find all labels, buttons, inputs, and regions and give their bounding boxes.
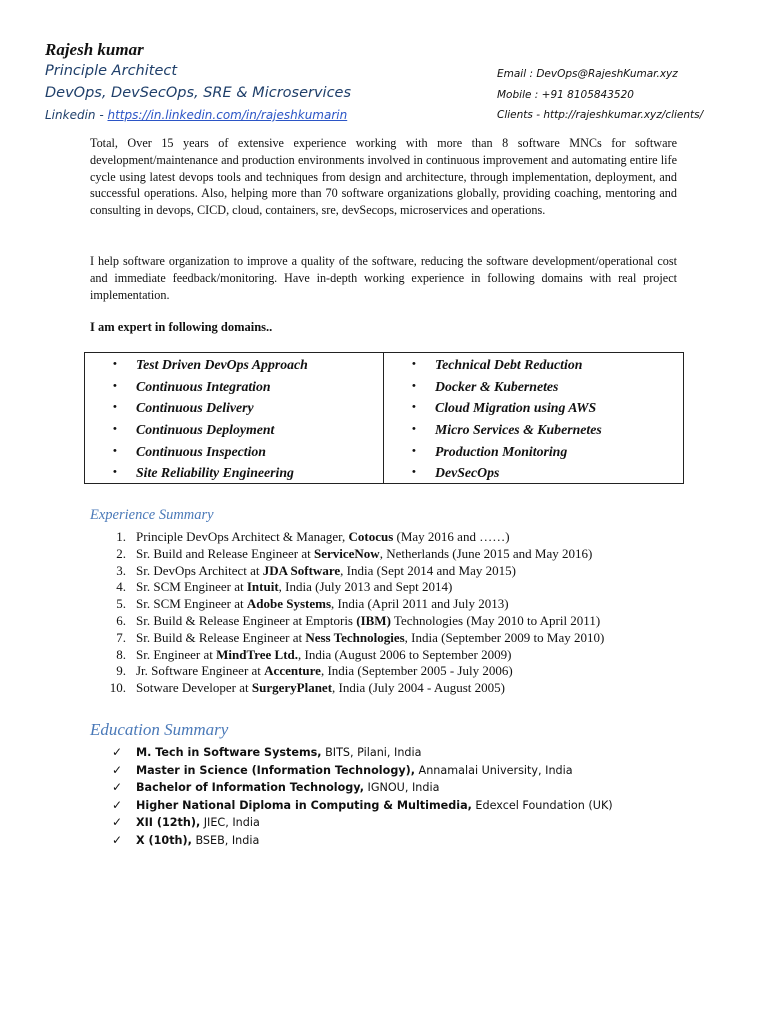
bullet-icon: • bbox=[412, 444, 416, 457]
domains-table bbox=[84, 352, 684, 484]
experience-number: 4. bbox=[116, 579, 126, 595]
bullet-icon: • bbox=[113, 423, 117, 436]
experience-item bbox=[90, 563, 604, 580]
education-degree: Higher National Diploma in Computing & Multimedia, bbox=[136, 798, 472, 812]
bullet-icon: • bbox=[113, 466, 117, 479]
domain-item bbox=[384, 397, 683, 419]
experience-period: , India (July 2004 - August 2005) bbox=[332, 680, 505, 696]
domains-list-left bbox=[85, 354, 383, 484]
education-school: BITS, Pilani, India bbox=[321, 746, 422, 759]
checkmark-icon: ✓ bbox=[112, 762, 123, 777]
experience-company: Cotocus bbox=[348, 529, 394, 544]
education-degree: Bachelor of Information Technology, bbox=[136, 781, 364, 794]
education-list bbox=[90, 744, 613, 849]
experience-company: Ness Technologies bbox=[305, 629, 405, 645]
domains-column-left bbox=[85, 353, 384, 483]
experience-number: 7. bbox=[116, 629, 126, 645]
education-item bbox=[90, 797, 613, 815]
experience-role: Sr. SCM Engineer at bbox=[136, 579, 247, 595]
education-school: JIEC, India bbox=[200, 816, 260, 829]
domain-label: Docker & Kubernetes bbox=[435, 378, 559, 394]
experience-company: JDA Software bbox=[262, 562, 341, 578]
education-item bbox=[90, 832, 613, 850]
experience-number: 1. bbox=[116, 529, 126, 544]
experience-company: MindTree Ltd. bbox=[216, 646, 299, 662]
domains-list-right bbox=[384, 354, 683, 484]
education-item bbox=[90, 814, 613, 832]
bullet-icon: • bbox=[113, 401, 117, 414]
domain-item bbox=[384, 419, 683, 441]
linkedin-line bbox=[45, 108, 347, 122]
experience-role: Jr. Software Engineer at bbox=[136, 663, 265, 679]
experience-period: , India (Sept 2014 and May 2015) bbox=[340, 562, 516, 578]
experience-item bbox=[90, 663, 604, 680]
experience-role: Principle DevOps Architect & Manager, bbox=[136, 529, 349, 544]
domain-label: DevSecOps bbox=[435, 465, 500, 481]
domain-label: Cloud Migration using AWS bbox=[435, 400, 597, 416]
domains-heading: I am expert in following domains.. bbox=[90, 320, 273, 334]
education-item bbox=[90, 744, 613, 762]
experience-list bbox=[90, 529, 604, 697]
education-school: IGNOU, India bbox=[363, 781, 440, 794]
domain-label: Continuous Delivery bbox=[136, 400, 254, 416]
domain-item bbox=[85, 419, 383, 441]
domain-item bbox=[384, 354, 683, 376]
experience-period: , India (April 2011 and July 2013) bbox=[331, 596, 509, 612]
experience-item bbox=[90, 680, 604, 697]
experience-number: 10. bbox=[109, 680, 126, 696]
linkedin-label: Linkedin - bbox=[45, 108, 108, 122]
experience-item bbox=[90, 546, 604, 563]
education-degree: X (10th), bbox=[136, 833, 192, 847]
experience-item bbox=[90, 630, 604, 647]
experience-company: SurgeryPlanet bbox=[251, 680, 333, 696]
experience-number: 8. bbox=[116, 646, 126, 662]
experience-item bbox=[90, 529, 604, 546]
experience-period: Technologies (May 2010 to April 2011) bbox=[390, 612, 601, 628]
domain-item bbox=[384, 462, 683, 484]
clients-text: Clients - http://rajeshkumar.xyz/clients/ bbox=[497, 109, 704, 121]
email-text: Email : DevOps@RajeshKumar.xyz bbox=[497, 68, 678, 80]
experience-item bbox=[90, 579, 604, 596]
experience-company: Accenture bbox=[264, 663, 321, 679]
experience-company: ServiceNow bbox=[313, 545, 380, 561]
experience-role: Sr. DevOps Architect at bbox=[136, 562, 263, 578]
domain-item bbox=[85, 441, 383, 463]
domain-item bbox=[85, 397, 383, 419]
experience-role: Sr. Build & Release Engineer at Emptoris bbox=[136, 612, 357, 628]
domain-label: Production Monitoring bbox=[435, 443, 568, 459]
experience-number: 5. bbox=[116, 596, 126, 612]
education-item bbox=[90, 779, 613, 797]
checkmark-icon: ✓ bbox=[112, 815, 123, 829]
experience-period: , India (September 2009 to May 2010) bbox=[404, 629, 605, 645]
experience-item bbox=[90, 647, 604, 664]
bullet-icon: • bbox=[113, 444, 117, 457]
domain-item bbox=[85, 376, 383, 398]
experience-item bbox=[90, 596, 604, 613]
experience-company: (IBM) bbox=[356, 612, 391, 628]
education-degree: XII (12th), bbox=[136, 816, 201, 829]
experience-company: Adobe Systems bbox=[246, 596, 332, 612]
domain-label: Continuous Inspection bbox=[136, 443, 266, 459]
education-school: BSEB, India bbox=[191, 833, 260, 847]
experience-role: Sr. Build and Release Engineer at bbox=[136, 545, 314, 561]
specialization: DevOps, DevSecOps, SRE & Microservices bbox=[45, 85, 352, 101]
job-title: Principle Architect bbox=[45, 63, 178, 79]
domain-label: Technical Debt Reduction bbox=[435, 357, 583, 372]
domain-label: Test Driven DevOps Approach bbox=[136, 357, 308, 372]
experience-number: 2. bbox=[116, 545, 126, 561]
experience-period: , India (August 2006 to September 2009) bbox=[298, 646, 512, 662]
checkmark-icon: ✓ bbox=[112, 797, 123, 812]
domain-label: Site Reliability Engineering bbox=[136, 465, 294, 481]
bullet-icon: • bbox=[412, 466, 416, 479]
domains-column-right bbox=[384, 353, 683, 483]
domain-label: Continuous Integration bbox=[136, 378, 271, 394]
experience-period: , India (July 2013 and Sept 2014) bbox=[278, 579, 453, 595]
education-heading: Education Summary bbox=[90, 720, 229, 739]
domain-item bbox=[384, 441, 683, 463]
education-degree: Master in Science (Information Technology), bbox=[136, 763, 415, 777]
mobile-text: Mobile : +91 8105843520 bbox=[497, 89, 634, 101]
experience-company: Intuit bbox=[246, 579, 279, 595]
experience-period: , India (September 2005 - July 2006) bbox=[320, 663, 513, 679]
experience-period: (May 2016 and ……) bbox=[393, 529, 510, 544]
education-item bbox=[90, 762, 613, 780]
domain-label: Continuous Deployment bbox=[136, 422, 275, 438]
experience-role: Sr. Build & Release Engineer at bbox=[136, 629, 306, 645]
experience-heading: Experience Summary bbox=[90, 507, 214, 523]
education-school: Annamalai University, India bbox=[414, 763, 573, 777]
experience-role: Sotware Developer at bbox=[136, 680, 252, 696]
education-degree: M. Tech in Software Systems, bbox=[136, 746, 322, 759]
domain-item bbox=[85, 354, 383, 376]
experience-number: 3. bbox=[116, 562, 126, 578]
experience-role: Sr. SCM Engineer at bbox=[136, 596, 247, 612]
experience-number: 6. bbox=[116, 612, 126, 628]
summary-paragraph-2: I help software organization to improve a quality of the software, reducing the software development/operational cost and immediate feedback/monitoring. Have in-depth working experience in following domains with real project implementation. bbox=[90, 254, 677, 302]
linkedin-link[interactable]: https://in.linkedin.com/in/rajeshkumarin bbox=[107, 108, 348, 122]
bullet-icon: • bbox=[113, 358, 117, 370]
experience-number: 9. bbox=[116, 663, 126, 679]
domain-label: Micro Services & Kubernetes bbox=[435, 422, 602, 438]
education-school: Edexcel Foundation (UK) bbox=[471, 798, 613, 812]
checkmark-icon: ✓ bbox=[112, 780, 123, 794]
domain-item bbox=[384, 376, 683, 398]
summary-paragraph-1: Total, Over 15 years of extensive experience working with more than 8 software MNCs for software development/maintenance and production environments involved in continuous improvement and automating entire life cycle using latest devops tools and techniques from design and architecture, through implementation, deployment, and successful operations. Also, helping more than 70 software organizations globally, providing coaching, mentoring and consulting in devops, CICD, cloud, containers, sre, devSecops, microservices and operations. bbox=[90, 136, 677, 218]
candidate-name: Rajesh kumar bbox=[45, 40, 144, 59]
experience-item bbox=[90, 613, 604, 630]
checkmark-icon: ✓ bbox=[112, 745, 123, 759]
domain-item bbox=[85, 462, 383, 484]
experience-role: Sr. Engineer at bbox=[136, 646, 217, 662]
bullet-icon: • bbox=[412, 358, 416, 370]
bullet-icon: • bbox=[412, 379, 416, 392]
bullet-icon: • bbox=[412, 423, 416, 436]
bullet-icon: • bbox=[113, 379, 117, 392]
experience-period: , Netherlands (June 2015 and May 2016) bbox=[379, 545, 593, 561]
checkmark-icon: ✓ bbox=[112, 832, 123, 847]
bullet-icon: • bbox=[412, 401, 416, 414]
